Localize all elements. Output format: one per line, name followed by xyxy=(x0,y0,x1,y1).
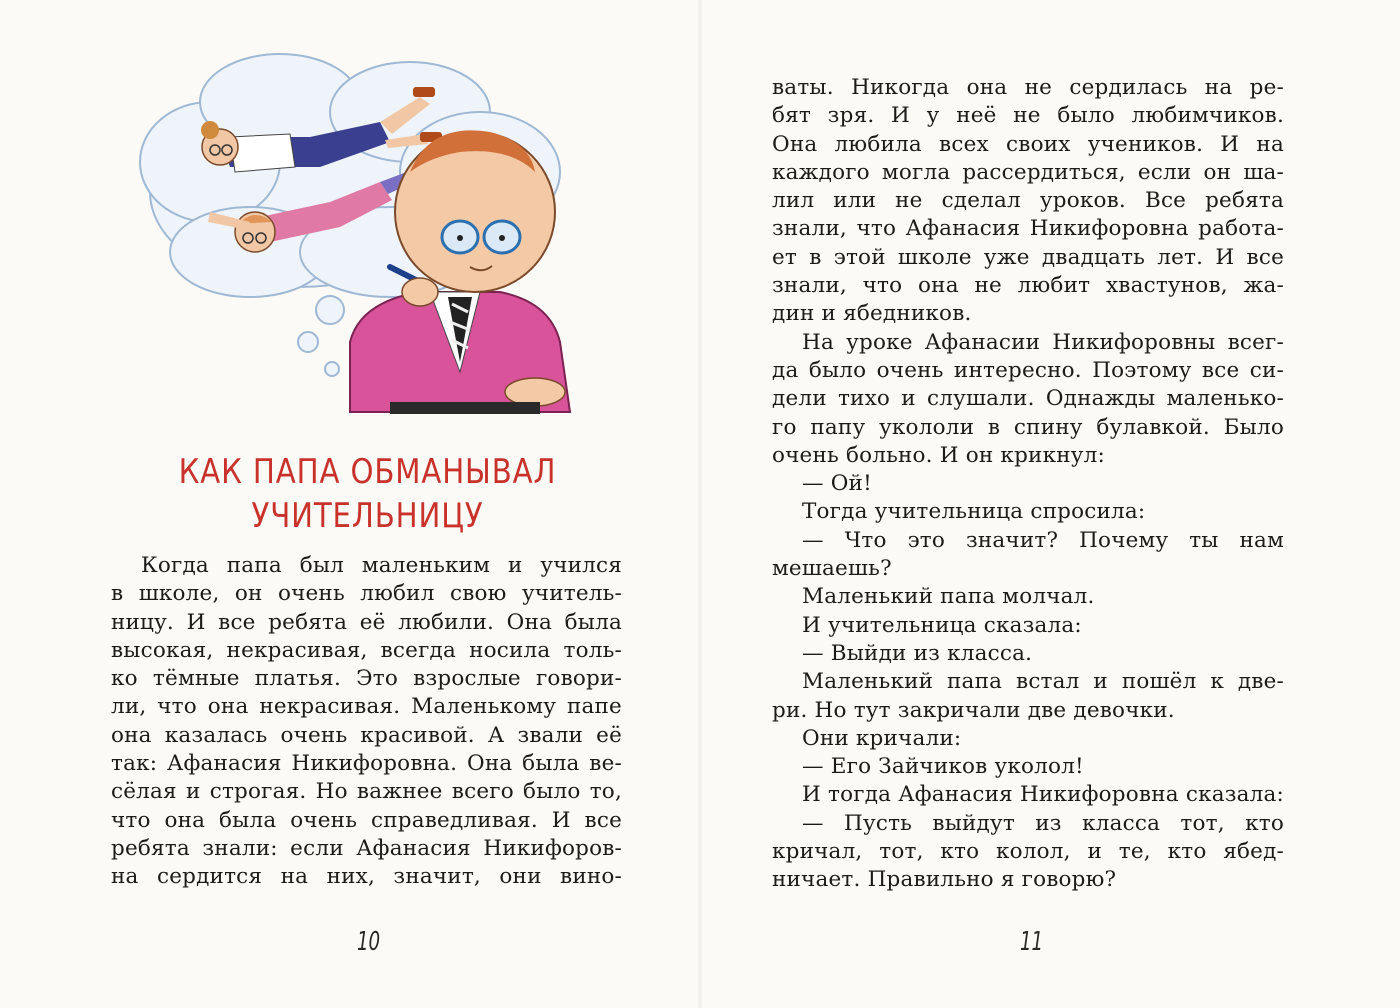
text-line: высокая, некрасивая, всегда носила толь- xyxy=(111,637,622,663)
text-line: ницу. И все ребята её любили. Она была xyxy=(111,609,622,635)
text-line: она казалась очень красивой. А звали её xyxy=(111,722,622,748)
left-page-text xyxy=(111,552,622,892)
text-line: Тогда учительница спросила: xyxy=(802,499,1146,525)
text-line: очень больно. И он крикнул: xyxy=(772,442,1105,468)
text-line: ваты. Никогда она не сердилась на ре- xyxy=(772,75,1284,100)
text-line: — Выйди из класса. xyxy=(802,640,1033,666)
text-line: знали, что Афанасия Никифоровна работа- xyxy=(772,216,1284,242)
text-line: дели тихо и слушали. Однажды маленько- xyxy=(772,386,1284,412)
text-line: на сердится на них, значит, они вино- xyxy=(111,864,622,890)
page-number: 11 xyxy=(1019,927,1044,957)
text-line: И учительница сказала: xyxy=(802,612,1082,638)
text-line: ребята знали: если Афанасия Никифоров- xyxy=(111,835,622,861)
text-line: так: Афанасия Никифоровна. Она была ве- xyxy=(111,751,622,777)
text-line: ри. Но тут закричали две девочки. xyxy=(772,697,1175,723)
text-line: — Пусть выйдут из класса тот, кто xyxy=(802,810,1284,836)
text-line: лил или не сделал уроков. Все ребята xyxy=(772,188,1284,214)
text-line: Когда папа был маленьким и учился xyxy=(141,553,622,578)
text-line: кричал, тот, кто колол, и те, кто ябед- xyxy=(772,839,1284,865)
text-line: знали, что она не любит хвастунов, жа- xyxy=(772,273,1284,299)
chapter-title-line: УЧИТЕЛЬНИЦУ xyxy=(251,496,484,536)
text-line: — Что это значит? Почему ты нам xyxy=(802,527,1284,553)
text-line: Она любила всех своих учеников. И на xyxy=(772,131,1284,157)
text-line: Они кричали: xyxy=(802,725,962,751)
text-line: Маленький папа молчал. xyxy=(802,584,1095,610)
right-page-text xyxy=(772,74,1284,895)
text-line: мешаешь? xyxy=(772,556,892,582)
text-line: в школе, он очень любил свою учитель- xyxy=(111,581,622,607)
text-line: ли, что она некрасивая. Маленькому папе xyxy=(111,694,622,720)
chapter-title xyxy=(146,450,589,538)
text-line: каждого могла рассердиться, если он ша- xyxy=(772,159,1284,185)
chapter-title-line: КАК ПАПА ОБМАНЫВАЛ xyxy=(178,452,557,492)
text-line: На уроке Афанасии Никифоровны всег- xyxy=(802,329,1284,355)
text-line: сёлая и строгая. Но важнее всего было то, xyxy=(111,779,622,805)
text-line: И тогда Афанасия Никифоровна сказала: xyxy=(802,782,1284,808)
text-line: — Его Зайчиков уколол! xyxy=(802,754,1084,780)
text-line: — Ой! xyxy=(802,471,872,497)
text-line: Маленький папа встал и пошёл к две- xyxy=(802,669,1284,695)
page-number: 10 xyxy=(356,927,381,957)
text-line: бят зря. И у неё не было любимчиков. xyxy=(772,103,1284,129)
illustration xyxy=(130,42,610,442)
text-line: ко тёмные платья. Это взрослые говори- xyxy=(111,666,622,692)
text-line: что она была очень справедливая. И все xyxy=(111,807,622,833)
text-line: дин и ябедников. xyxy=(772,301,972,327)
text-line: да было очень интересно. Поэтому все си- xyxy=(772,357,1284,383)
text-line: ничает. Правильно я говорю? xyxy=(772,867,1117,893)
text-line: ет в этой школе уже двадцать лет. И все xyxy=(772,244,1284,270)
text-line: го папу укололи в спину булавкой. Было xyxy=(772,414,1284,440)
